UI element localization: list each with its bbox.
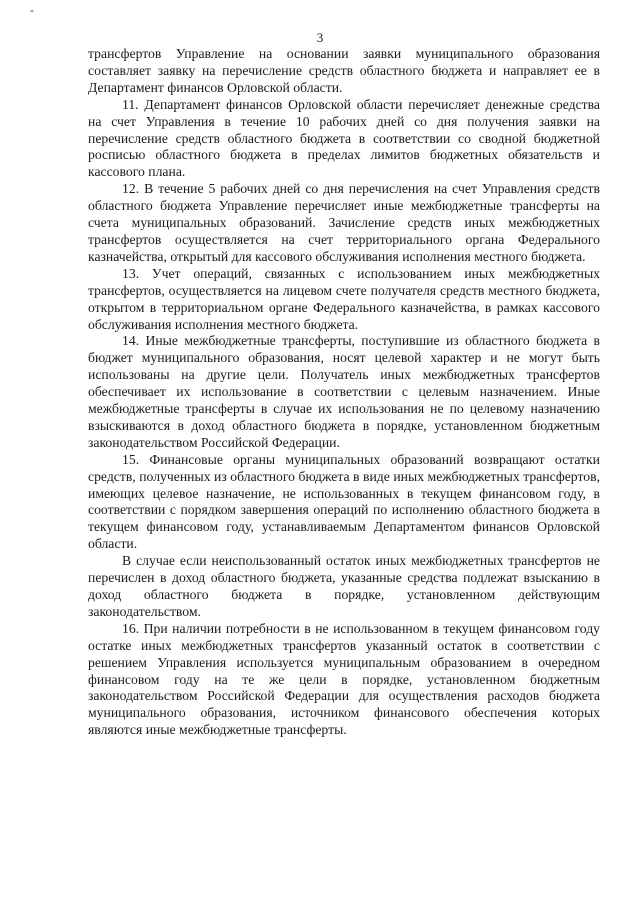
paragraph-15: 15. Финансовые органы муниципальных образований возвращают остатки средств, полученных из областного бюджета в виде иных межбюджетных трансфертов, имеющих целевое назначение, не использованных в текущем финансовом году, в соответствии с порядком завершения операций по исполнению областного бюджета в текущем финансовом году, устанавливаемым Департаментом финансов Орловской области. xyxy=(88,451,600,552)
document-body xyxy=(88,46,600,739)
paragraph-16: 16. При наличии потребности в не использованном в текущем финансовом году остатке иных межбюджетных трансфертов указанный остаток в соответствии с решением Управления используется муниципальным образованием в очередном финансовом году на те же цели в порядке, установленном бюджетным законодательством Российской Федерации для осуществления расходов бюджета муниципального образования, источником финансового обеспечения которых являются иные межбюджетные трансферты. xyxy=(88,620,600,738)
paragraph-13: 13. Учет операций, связанных с использованием иных межбюджетных трансфертов, осуществляется на лицевом счете получателя средств местного бюджета, открытом в территориальном органе Федерального казначейства, в рамках кассового обслуживания исполнения местного бюджета. xyxy=(88,265,600,332)
scan-mark: * xyxy=(30,8,34,17)
paragraph-11: 11. Департамент финансов Орловской области перечисляет денежные средства на счет Управления в течение 10 рабочих дней со дня получения заявки на перечисление средств областного бюджета в соответствии со сводной бюджетной росписью областного бюджета в пределах лимитов бюджетных обязательств и кассового плана. xyxy=(88,96,600,180)
paragraph-12: 12. В течение 5 рабочих дней со дня перечисления на счет Управления средств областного бюджета Управление перечисляет иные межбюджетные трансферты на счета муниципальных образований. Зачисление средств иных межбюджетных трансфертов осуществляется на счет территориального органа Федерального казначейства, открытый для кассового обслуживания исполнения местного бюджета. xyxy=(88,181,600,264)
page-number: 3 xyxy=(316,30,324,45)
paragraph-15-note: В случае если неиспользованный остаток иных межбюджетных трансфертов не перечислен в доход областного бюджета, указанные средства подлежат взысканию в доход областного бюджета в порядке, установленном действующим законодательством. xyxy=(88,553,600,619)
paragraph-continuation: трансфертов Управление на основании заявки муниципального образования составляет заявку на перечисление средств областного бюджета и направляет ее в Департамент финансов Орловской области. xyxy=(88,46,600,95)
paragraph-14: 14. Иные межбюджетные трансферты, поступившие из областного бюджета в бюджет муниципального образования, носят целевой характер и не могут быть использованы на другие цели. Получатель иных межбюджетных трансфертов обеспечивает их использование в соответствии с целевым назначением. Иные межбюджетные трансферты в случае их использования не по целевому назначению взыскиваются в доход областного бюджета в порядке, установленном бюджетным законодательством Российской Федерации. xyxy=(88,333,600,450)
